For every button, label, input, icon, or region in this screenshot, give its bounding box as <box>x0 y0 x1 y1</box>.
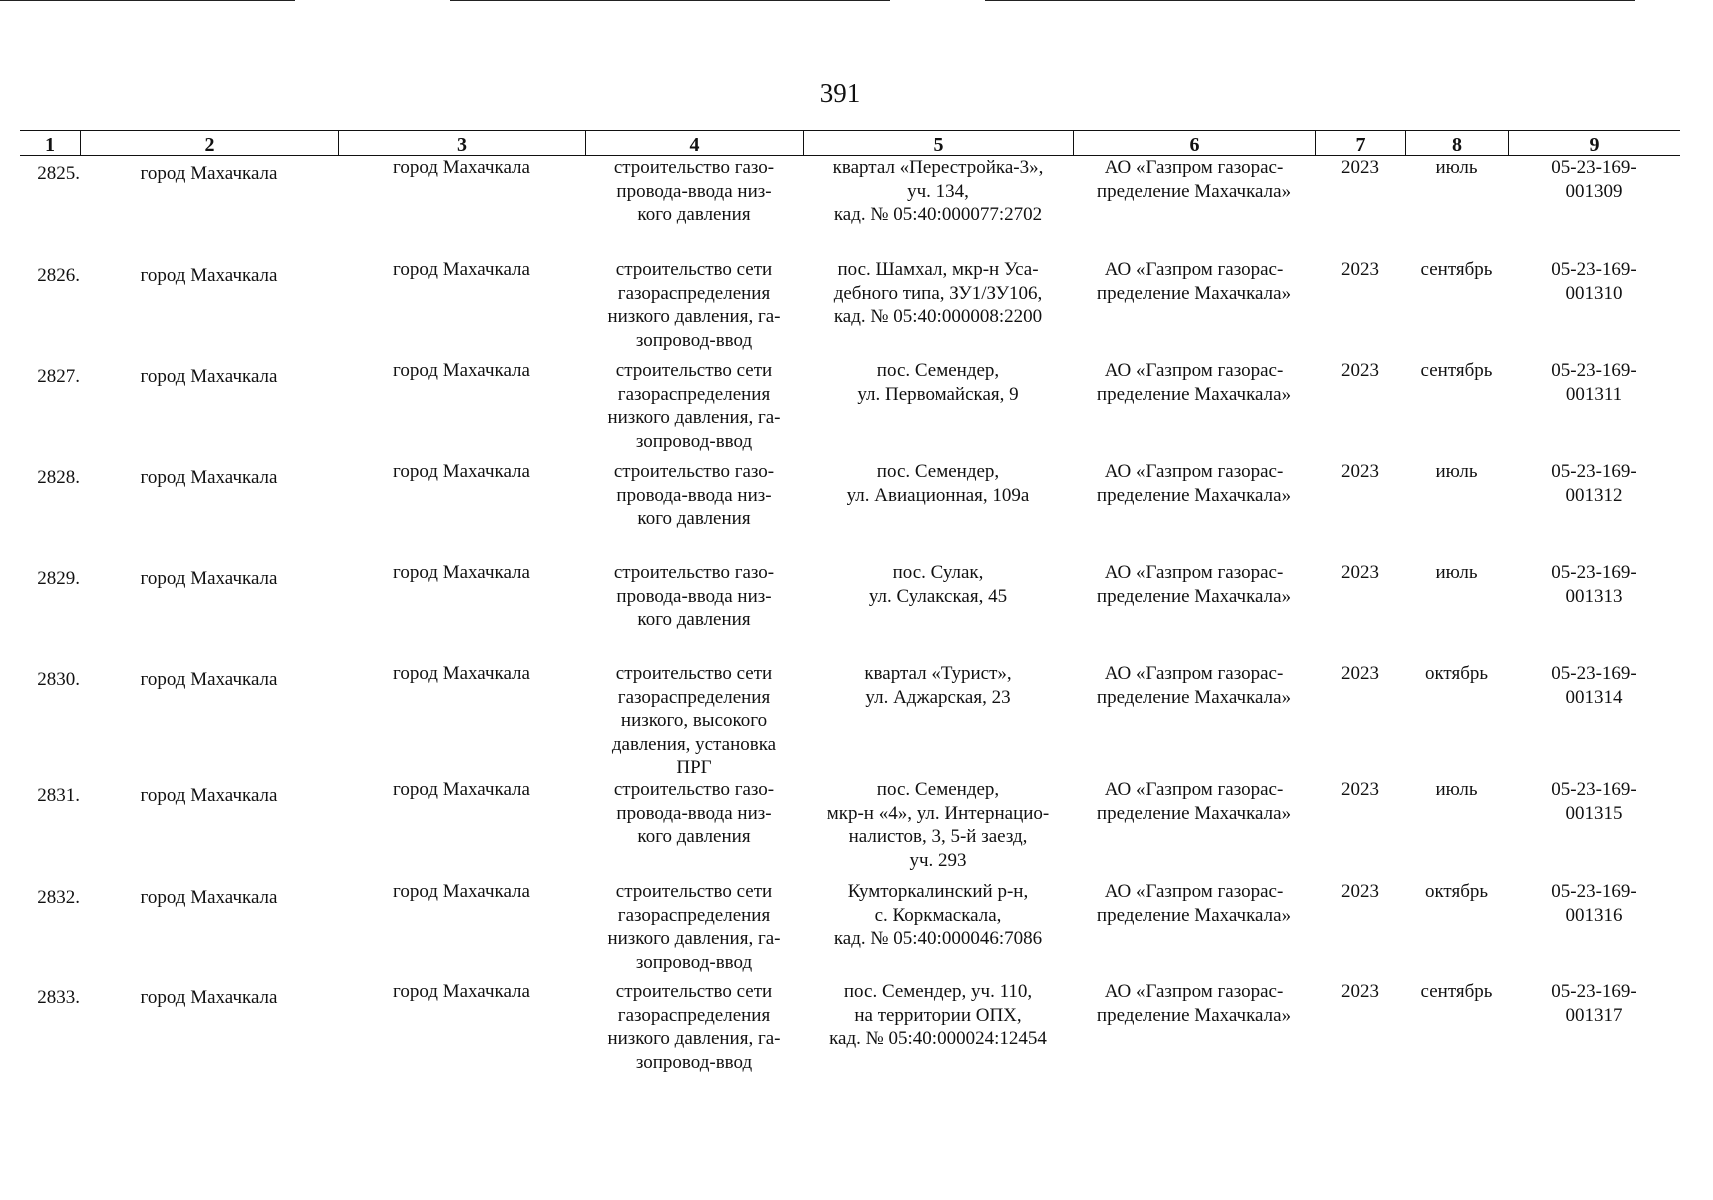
address-line: кад. № 05:40:000008:2200 <box>833 306 1043 327</box>
address-line: на территории ОПХ, <box>854 1004 1022 1026</box>
organization <box>1073 258 1315 305</box>
registry-code-line: 05-23-169- <box>1551 981 1637 1002</box>
work-description-line: кого давления <box>637 204 751 225</box>
scan-edge-line <box>450 0 890 1</box>
work-description <box>585 561 803 632</box>
municipality: город Махачкала <box>140 669 278 690</box>
address-line: квартал «Перестройка-3», <box>832 157 1044 178</box>
column-header-7: 7 <box>1315 131 1405 155</box>
organization-line: АО «Газпром газорас- <box>1104 360 1284 381</box>
address-line: мкр-н «4», ул. Интернацио- <box>826 802 1050 824</box>
address <box>803 778 1073 872</box>
work-description-line: газораспределения <box>617 904 771 926</box>
work-description-line: строительство газо- <box>613 157 775 178</box>
table-row <box>20 156 1680 258</box>
row-number: 2827. <box>37 366 80 387</box>
address-line: ул. Сулакская, 45 <box>868 585 1008 607</box>
registry-table <box>20 130 1680 1096</box>
work-description-line: кого давления <box>637 609 751 630</box>
row-number: 2826. <box>37 265 80 286</box>
address-line: пос. Семендер, уч. 110, <box>843 981 1033 1002</box>
organization-line: АО «Газпром газорас- <box>1104 259 1284 280</box>
organization <box>1073 662 1315 709</box>
registry-code <box>1508 359 1680 406</box>
work-description <box>585 662 803 780</box>
column-header-6: 6 <box>1073 131 1315 155</box>
registry-code <box>1508 662 1680 709</box>
column-header-8: 8 <box>1405 131 1508 155</box>
municipality: город Махачкала <box>140 467 278 488</box>
organization <box>1073 460 1315 507</box>
work-description-line: газораспределения <box>617 1004 771 1026</box>
month: сентябрь <box>1420 981 1493 1002</box>
address <box>803 156 1073 227</box>
organization-line: пределение Махачкала» <box>1096 383 1292 405</box>
work-description-line: низкого давления, га- <box>607 928 781 949</box>
work-description-line: давления, установка <box>611 733 777 755</box>
row-number: 2828. <box>37 467 80 488</box>
year: 2023 <box>1341 259 1379 280</box>
work-description-line: провода-ввода низ- <box>616 585 772 607</box>
month: июль <box>1435 779 1478 800</box>
address-line: Кумторкалинский р-н, <box>847 881 1029 902</box>
address-line: пос. Сулак, <box>892 562 984 583</box>
settlement: город Махачкала <box>393 779 530 800</box>
work-description-line: низкого давления, га- <box>607 407 781 428</box>
organization-line: АО «Газпром газорас- <box>1104 562 1284 583</box>
registry-code-line: 05-23-169- <box>1551 259 1637 280</box>
work-description-line: низкого давления, га- <box>607 306 781 327</box>
address <box>803 561 1073 608</box>
organization <box>1073 880 1315 927</box>
address-line: налистов, 3, 5-й заезд, <box>848 826 1028 847</box>
column-header-5: 5 <box>803 131 1073 155</box>
work-description-line: строительство сети <box>615 981 773 1002</box>
registry-code <box>1508 258 1680 305</box>
address-line: с. Коркмаскала, <box>874 904 1002 926</box>
address <box>803 662 1073 709</box>
year: 2023 <box>1341 779 1379 800</box>
organization-line: АО «Газпром газорас- <box>1104 157 1284 178</box>
organization-line: АО «Газпром газорас- <box>1104 881 1284 902</box>
address-line: дебного типа, ЗУ1/ЗУ106, <box>833 282 1043 304</box>
registry-code <box>1508 156 1680 203</box>
municipality: город Махачкала <box>140 163 278 184</box>
organization-line: пределение Махачкала» <box>1096 686 1292 708</box>
year: 2023 <box>1341 157 1379 178</box>
registry-code-line: 001311 <box>1565 383 1623 405</box>
month: сентябрь <box>1420 360 1493 381</box>
month: октябрь <box>1424 663 1489 684</box>
table-row <box>20 980 1680 1090</box>
year: 2023 <box>1341 663 1379 684</box>
municipality: город Махачкала <box>140 785 278 806</box>
organization <box>1073 359 1315 406</box>
municipality: город Махачкала <box>140 568 278 589</box>
organization-line: пределение Махачкала» <box>1096 802 1292 824</box>
registry-code-line: 001314 <box>1565 686 1623 708</box>
organization-line: АО «Газпром газорас- <box>1104 663 1284 684</box>
settlement: город Махачкала <box>393 881 530 902</box>
column-header-1: 1 <box>45 134 55 156</box>
month: октябрь <box>1424 881 1489 902</box>
work-description <box>585 156 803 227</box>
work-description <box>585 258 803 352</box>
work-description-line: строительство сети <box>615 663 773 684</box>
work-description-line: зопровод-ввод <box>635 329 753 351</box>
row-number: 2833. <box>37 987 80 1008</box>
table-row <box>20 778 1680 880</box>
work-description-line: низкого, высокого <box>620 710 768 731</box>
organization <box>1073 778 1315 825</box>
registry-code <box>1508 980 1680 1027</box>
row-number: 2829. <box>37 568 80 589</box>
registry-code-line: 05-23-169- <box>1551 881 1637 902</box>
address-line: уч. 134, <box>907 180 969 202</box>
address <box>803 258 1073 329</box>
row-number: 2831. <box>37 785 80 806</box>
table-row <box>20 460 1680 561</box>
registry-code-line: 05-23-169- <box>1551 562 1637 583</box>
table-body <box>20 156 1680 1096</box>
settlement: город Махачкала <box>393 461 530 482</box>
month: сентябрь <box>1420 259 1493 280</box>
registry-code-line: 05-23-169- <box>1551 157 1637 178</box>
organization-line: пределение Махачкала» <box>1096 180 1292 202</box>
column-header-9: 9 <box>1508 131 1680 155</box>
row-number: 2825. <box>37 163 80 184</box>
settlement: город Махачкала <box>393 259 530 280</box>
address <box>803 980 1073 1051</box>
work-description <box>585 880 803 974</box>
address <box>803 359 1073 406</box>
work-description-line: строительство сети <box>615 360 773 381</box>
registry-code <box>1508 561 1680 608</box>
registry-code-line: 05-23-169- <box>1551 360 1637 381</box>
organization-line: пределение Махачкала» <box>1096 484 1292 506</box>
column-header-3: 3 <box>338 131 585 155</box>
organization <box>1073 156 1315 203</box>
address-line: пос. Шамхал, мкр-н Уса- <box>837 259 1039 280</box>
registry-code-line: 001312 <box>1565 484 1623 506</box>
year: 2023 <box>1341 881 1379 902</box>
work-description-line: провода-ввода низ- <box>616 484 772 506</box>
year: 2023 <box>1341 981 1379 1002</box>
settlement: город Махачкала <box>393 562 530 583</box>
month: июль <box>1435 157 1478 178</box>
organization-line: АО «Газпром газорас- <box>1104 461 1284 482</box>
registry-code-line: 001315 <box>1565 802 1623 824</box>
registry-code-line: 05-23-169- <box>1551 779 1637 800</box>
organization-line: пределение Махачкала» <box>1096 585 1292 607</box>
work-description <box>585 359 803 453</box>
table-row <box>20 258 1680 359</box>
organization-line: пределение Махачкала» <box>1096 282 1292 304</box>
work-description-line: зопровод-ввод <box>635 430 753 452</box>
page-number: 391 <box>819 78 861 108</box>
work-description-line: зопровод-ввод <box>635 951 753 973</box>
work-description-line: газораспределения <box>617 282 771 304</box>
work-description-line: кого давления <box>637 826 751 847</box>
registry-code-line: 001309 <box>1565 180 1623 202</box>
work-description-line: провода-ввода низ- <box>616 802 772 824</box>
scan-edge-line <box>0 0 295 1</box>
work-description-line: низкого давления, га- <box>607 1028 781 1049</box>
organization <box>1073 561 1315 608</box>
address-line: ул. Первомайская, 9 <box>857 383 1019 405</box>
work-description-line: строительство газо- <box>613 461 775 482</box>
registry-code-line: 001316 <box>1565 904 1623 926</box>
month: июль <box>1435 461 1478 482</box>
registry-code <box>1508 460 1680 507</box>
year: 2023 <box>1341 360 1379 381</box>
settlement: город Махачкала <box>393 360 530 381</box>
address-line: пос. Семендер, <box>876 360 1000 381</box>
registry-code-line: 05-23-169- <box>1551 461 1637 482</box>
address-line: кад. № 05:40:000024:12454 <box>829 1028 1047 1049</box>
address-line: ул. Аджарская, 23 <box>865 686 1011 708</box>
organization-line: пределение Махачкала» <box>1096 904 1292 926</box>
registry-code-line: 001317 <box>1565 1004 1623 1026</box>
municipality: город Махачкала <box>140 366 278 387</box>
address-line: пос. Семендер, <box>876 779 1000 800</box>
municipality: город Махачкала <box>140 887 278 908</box>
address-line: кад. № 05:40:000077:2702 <box>833 204 1043 225</box>
year: 2023 <box>1341 562 1379 583</box>
address-line: пос. Семендер, <box>876 461 1000 482</box>
registry-code-line: 05-23-169- <box>1551 663 1637 684</box>
settlement: город Махачкала <box>393 981 530 1002</box>
organization-line: АО «Газпром газорас- <box>1104 779 1284 800</box>
column-header-4: 4 <box>585 131 803 155</box>
registry-code <box>1508 778 1680 825</box>
work-description <box>585 460 803 531</box>
row-number: 2830. <box>37 669 80 690</box>
table-row <box>20 880 1680 980</box>
address-line: уч. 293 <box>909 849 967 871</box>
address <box>803 880 1073 951</box>
address-line: квартал «Турист», <box>864 663 1012 684</box>
registry-code-line: 001313 <box>1565 585 1623 607</box>
work-description-line: строительство газо- <box>613 779 775 800</box>
settlement: город Махачкала <box>393 663 530 684</box>
work-description <box>585 778 803 849</box>
table-row <box>20 662 1680 778</box>
table-row <box>20 359 1680 460</box>
municipality: город Махачкала <box>140 987 278 1008</box>
organization-line: пределение Махачкала» <box>1096 1004 1292 1026</box>
row-number: 2832. <box>37 887 80 908</box>
organization-line: АО «Газпром газорас- <box>1104 981 1284 1002</box>
work-description <box>585 980 803 1074</box>
municipality: город Махачкала <box>140 265 278 286</box>
work-description-line: строительство сети <box>615 259 773 280</box>
registry-code <box>1508 880 1680 927</box>
registry-code-line: 001310 <box>1565 282 1623 304</box>
scan-edge-line <box>985 0 1635 1</box>
work-description-line: провода-ввода низ- <box>616 180 772 202</box>
year: 2023 <box>1341 461 1379 482</box>
work-description-line: строительство газо- <box>613 562 775 583</box>
work-description-line: газораспределения <box>617 686 771 708</box>
work-description-line: кого давления <box>637 508 751 529</box>
address-line: ул. Авиационная, 109а <box>846 484 1030 506</box>
work-description-line: газораспределения <box>617 383 771 405</box>
column-header-2: 2 <box>80 131 338 155</box>
table-header-row <box>20 130 1680 156</box>
settlement: город Махачкала <box>393 157 530 178</box>
work-description-line: строительство сети <box>615 881 773 902</box>
organization <box>1073 980 1315 1027</box>
month: июль <box>1435 562 1478 583</box>
work-description-line: зопровод-ввод <box>635 1051 753 1073</box>
table-row <box>20 561 1680 662</box>
address-line: кад. № 05:40:000046:7086 <box>833 928 1043 949</box>
work-description-line: ПРГ <box>676 757 712 778</box>
address <box>803 460 1073 507</box>
